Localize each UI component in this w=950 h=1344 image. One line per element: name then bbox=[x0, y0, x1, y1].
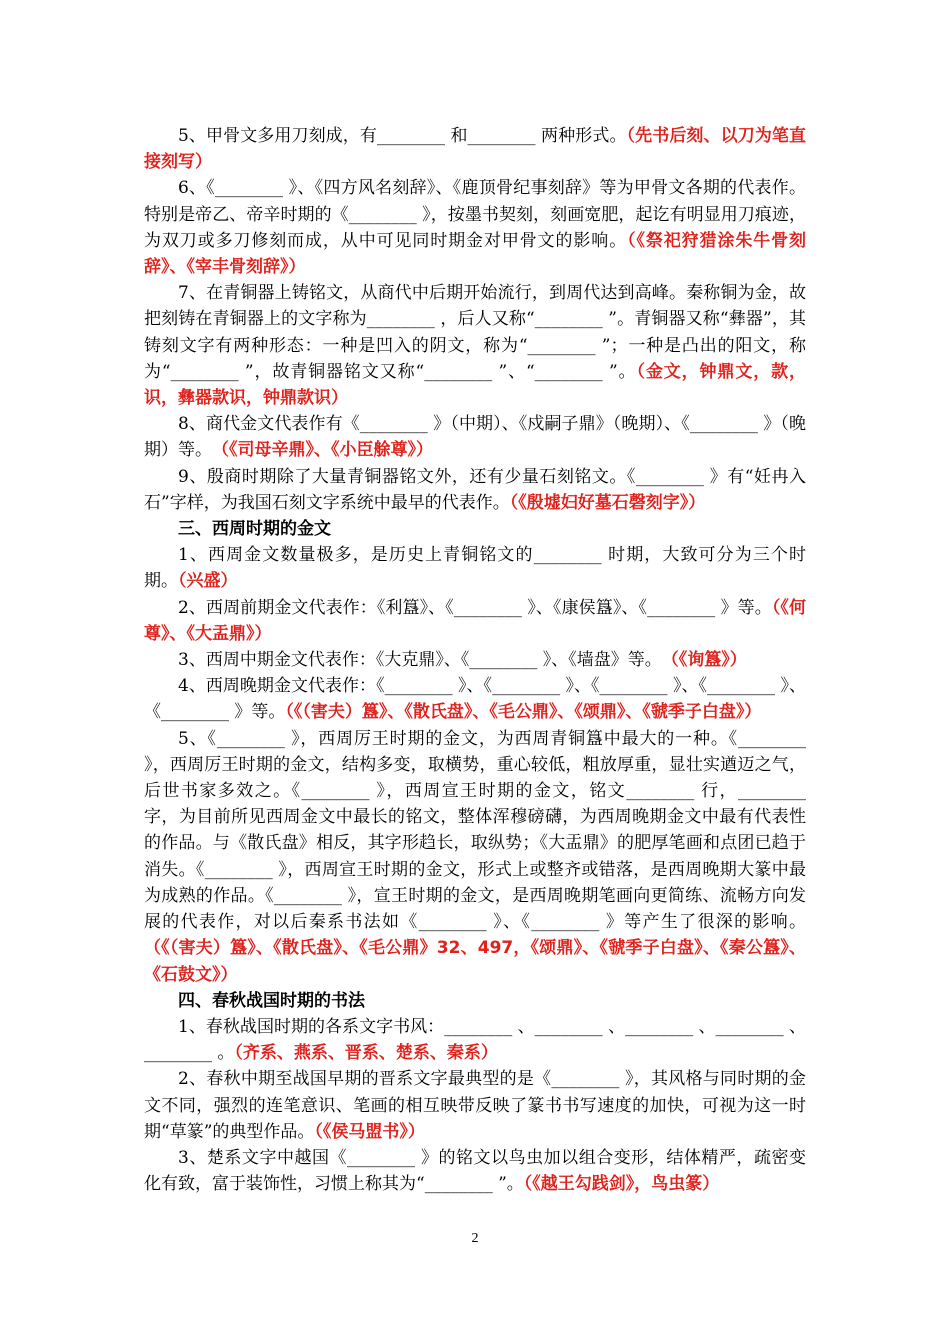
answer-text: （《殷墟妇好墓石磬刻字》） bbox=[509, 492, 706, 513]
answer-text: （《何尊》、《大盂鼎》） bbox=[144, 597, 806, 644]
answer-text: （金文，钟鼎文，款，识，彝器款识，钟鼎款识） bbox=[144, 361, 806, 409]
question-text: 1、春秋战国时期的各系文字书风：________ 、________ 、________ 、________ 、________ 。 bbox=[144, 1016, 806, 1064]
page-number: 2 bbox=[471, 1231, 479, 1246]
question-text: 1、西周金文数量极多，是历史上青铜铭文的________ 时期，大致可分为三个时期。 bbox=[144, 545, 806, 592]
question-text: 9、殷商时期除了大量青铜器铭文外，还有少量石刻铭文。《________ 》有“妊冉入石”字样，为我国石刻文字系统中最早的代表作。 bbox=[144, 466, 806, 513]
question-6-oracle-bone bbox=[144, 175, 806, 280]
question-2-spring-autumn bbox=[144, 1066, 806, 1145]
answer-text: （《询簋》） bbox=[670, 650, 747, 671]
question-text: 5、甲骨文多用刀刻成，有________ 和________ 两种形式。 bbox=[178, 126, 627, 146]
question-5-oracle-bone bbox=[144, 123, 806, 175]
answer-text: （先书后刻、以刀为笔直接刻写） bbox=[144, 126, 807, 173]
question-text: 3、楚系文字中越国《________ 》的铭文以鸟虫加以组合变形，结体精严，疏密变化有致，富于装饰性，习惯上称其为“________ ”。 bbox=[144, 1147, 806, 1195]
answer-text: （兴盛） bbox=[178, 571, 238, 592]
question-8-shang-jinwen bbox=[144, 411, 806, 463]
page-content bbox=[144, 123, 806, 1197]
question-4-western-zhou bbox=[144, 673, 806, 725]
question-1-spring-autumn bbox=[144, 1014, 806, 1066]
question-text: 8、商代金文代表作有《________ 》（中期）、《戍嗣子鼎》（晚期）、《________ 》（晚期）等。 bbox=[144, 414, 806, 461]
answer-text: （《司母辛鼎》、《小臣艅尊》） bbox=[220, 440, 433, 461]
answer-text: （《侯马盟书》） bbox=[314, 1121, 425, 1142]
section-heading-3: 三、西周时期的金文 bbox=[178, 519, 331, 540]
answer-text: （《（害夫）簋》、《散氏盘》、《毛公鼎》、《颂鼎》、《虢季子白盘》） bbox=[285, 702, 762, 723]
question-3-western-zhou bbox=[144, 647, 806, 673]
section-heading-4: 四、春秋战国时期的书法 bbox=[178, 990, 365, 1011]
answer-text: （《祭祀狩猎涂朱牛骨刻辞》、《宰丰骨刻辞》） bbox=[144, 230, 807, 278]
question-5-western-zhou bbox=[144, 726, 806, 988]
question-9-stone-inscription bbox=[144, 464, 806, 516]
question-7-bronze bbox=[144, 280, 806, 411]
answer-text: （齐系、燕系、晋系、楚系、秦系） bbox=[234, 1043, 498, 1064]
question-2-western-zhou bbox=[144, 595, 806, 647]
answer-text: （《（害夫）簋》、《散氏盘》、《毛公鼎》32、497，《颂鼎》、《虢季子白盘》、《秦公簋》、《石鼓文》） bbox=[144, 938, 806, 985]
question-1-western-zhou bbox=[144, 542, 806, 594]
question-text: 6、《________ 》、《四方风名刻辞》、《鹿顶骨纪事刻辞》等为甲骨文各期的代表作。特别是帝乙、帝辛时期的《________ 》，按墨书契刻，刻画宽肥，起讫有明显用刀痕迹，为双刀或多刀修刻而成，从中可见同时期金对甲骨文的影响。 bbox=[144, 178, 806, 251]
answer-text: （《越王勾践剑》，鸟虫篆） bbox=[523, 1174, 720, 1195]
question-3-spring-autumn bbox=[144, 1145, 806, 1197]
question-text: 7、在青铜器上铸铭文，从商代中后期开始流行，到周代达到高峰。秦称铜为金，故把刻铸在青铜器上的文字称为________ ，后人又称“________ ”。青铜器又称“彝器”，其铸刻文字有两种形态：一种是凹入的阴文，称为“________ ”；一种是凸出的阳文，称为“________ ”，故青铜器铭文又称“________ ”、“________ ”。 bbox=[144, 283, 806, 382]
question-text: 5、《________ 》，西周厉王时期的金文，为西周青铜簋中最大的一种。《________ 》，西周厉王时期的金文，结构多变，取横势，重心较低，粗放厚重，显壮实遒迈之气，后世书家多效之。《________ 》，西周宣王时期的金文，铭文________ 行，________ 字，为目前所见西周金文中最长的铭文，整体浑穆磅礴，为西周晚期金文中最有代表性的作品。与《散氏盘》相反，其字形趋长，取纵势；《大盂鼎》的肥厚笔画和点团已趋于消失。《________ 》，西周宣王时期的金文，形式上或整齐或错落，是西周晚期大篆中最为成熟的作品。《________ 》，宣王时期的金文，是西周晚期笔画向更简练、流畅方向发展的代表作，对以后秦系书法如《________ 》、《________ 》等产生了很深的影响。 bbox=[144, 728, 806, 933]
question-text: 4、西周晚期金文代表作：《________ 》、《________ 》、《________ 》、《________ 》、《________ 》等。 bbox=[144, 676, 806, 723]
question-text: 2、西周前期金文代表作：《利簋》、《________ 》、《康侯簋》、《________ 》等。 bbox=[178, 597, 772, 618]
question-text: 3、西周中期金文代表作：《大克鼎》、《________ 》、《墙盘》等。 bbox=[178, 650, 671, 671]
question-text: 2、春秋中期至战国早期的晋系文字最典型的是《________ 》，其风格与同时期的金文不同，强烈的连笔意识、笔画的相互映带反映了篆书书写速度的加快，可视为这一时期“草篆”的典型作品。 bbox=[144, 1069, 806, 1142]
